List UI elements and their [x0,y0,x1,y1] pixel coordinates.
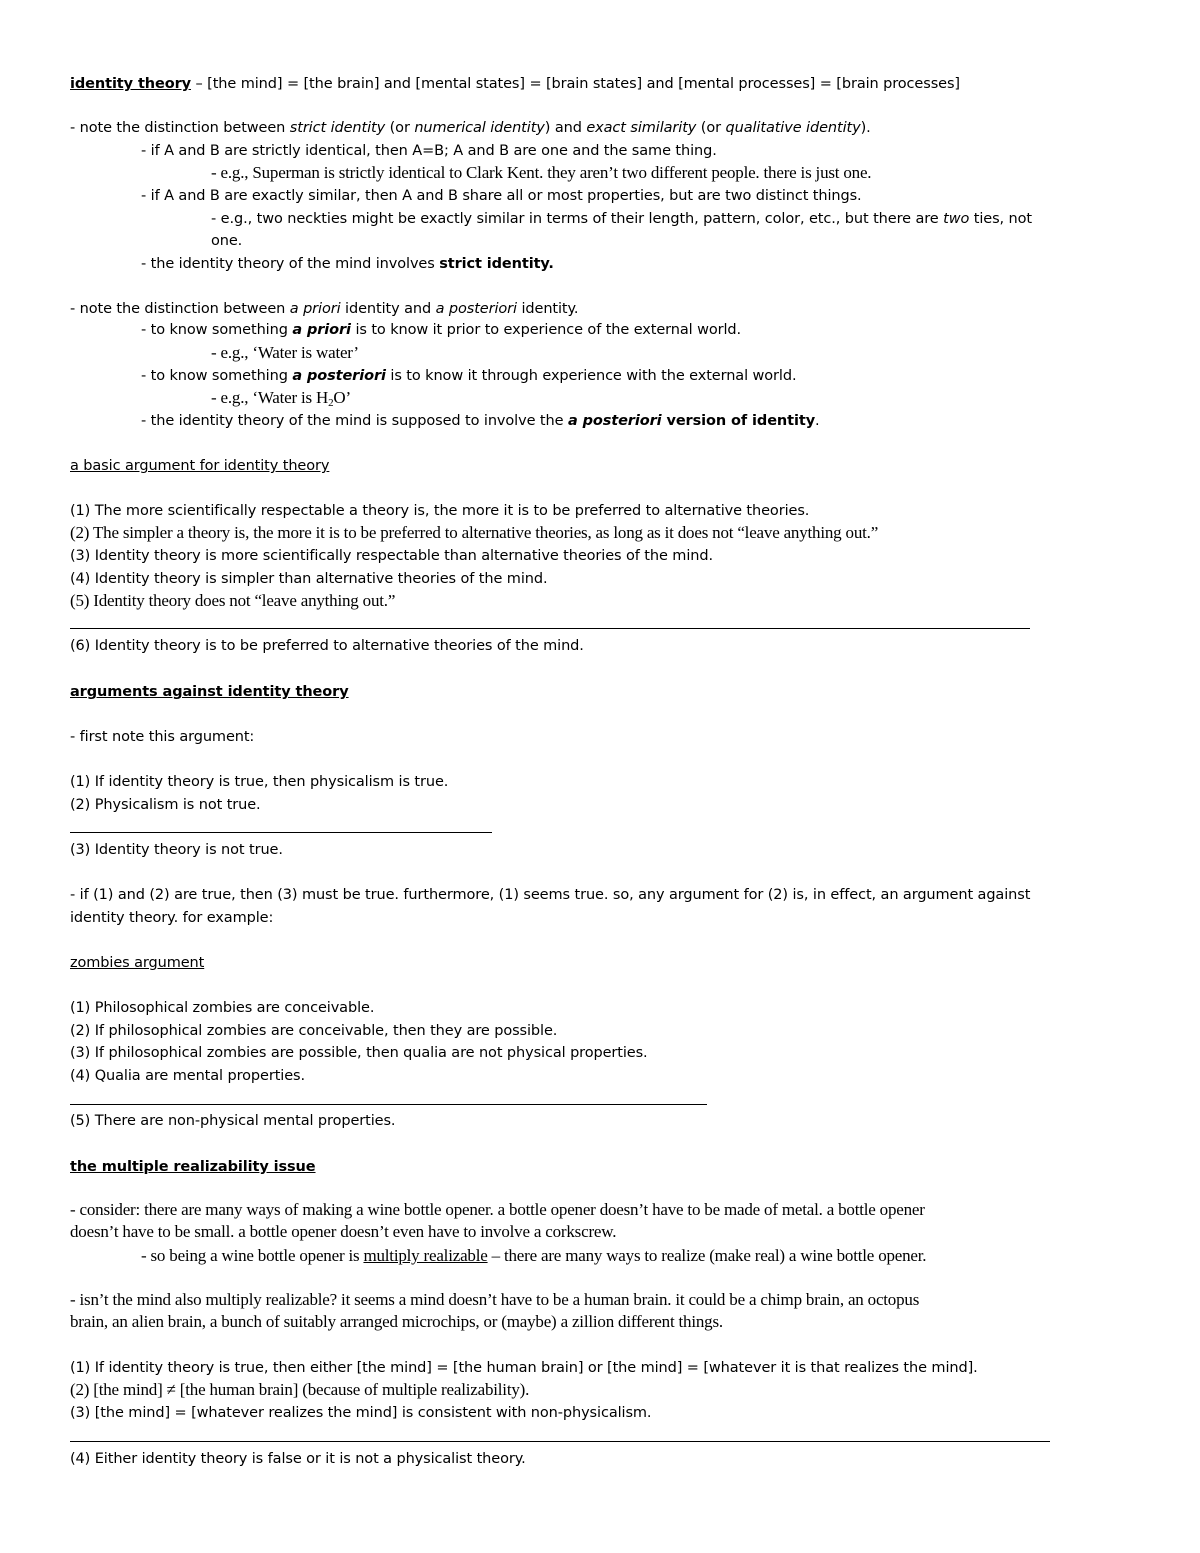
intro-line [70,74,960,94]
mind-realizable-line-1: - isn’t the mind also multiply realizable? it seems a mind doesn’t have to be a human brain. it could be a chimp brain, an octopus [70,1290,920,1309]
text-segment: - e.g., two neckties might be exactly similar in terms of their length, pattern, color, etc., but there are [211,211,944,227]
water-is-h2o-example [211,388,351,408]
text-segment: identity and [340,301,436,317]
conclusion-rule [70,628,1030,629]
zombies-premise-1: (1) Philosophical zombies are conceivable. [70,1000,375,1016]
zombies-heading: zombies argument [70,955,205,971]
consider-line-1: - consider: there are many ways of making a wine bottle opener. a bottle opener doesn’t have to be made of metal. a bottle opener [70,1200,925,1219]
strict-identity-conclusion [141,254,554,274]
against-intro: - first note this argument: [70,729,255,745]
conclusion-6: (6) Identity theory is to be preferred to alternative theories of the mind. [70,638,584,654]
term-a-priori-bold: a priori [292,322,351,338]
against-heading: arguments against identity theory [70,684,349,700]
conclusion-rule [70,1441,1050,1442]
text-segment: - e.g., ‘Water is H [211,388,329,407]
emphasis-two: two [943,211,970,227]
text-segment: O’ [333,388,351,407]
text-segment: is to know it prior to experience of the external world. [350,322,742,338]
text-segment: ties, not [969,211,1032,227]
term-numerical-identity: numerical identity [414,120,545,136]
multiple-premise-1: (1) If identity theory is true, then either [the mind] = [the human brain] or [the mind] = [whatever it is that realizes the mind]. [70,1360,978,1376]
term-multiply-realizable: multiply realizable [363,1246,488,1265]
text-segment: . [815,413,820,429]
identity-theory-term: identity theory [70,76,191,92]
text-segment: ) and [544,120,587,136]
term-exact-similarity: exact similarity [586,120,697,136]
aposteriori-conclusion [141,411,820,431]
identity-theory-definition: – [the mind] = [the brain] and [mental states] = [brain states] and [mental processes] = [brain processes] [191,76,960,92]
neckties-example-continued: one. [211,233,243,249]
multiple-premise-3: (3) [the mind] = [whatever realizes the mind] is consistent with non-physicalism. [70,1405,652,1421]
text-segment: (or [385,120,415,136]
premise-3: (3) Identity theory is more scientifically respectable than alternative theories of the mind. [70,548,713,564]
text-segment: - note the distinction between [70,120,290,136]
term-strict-identity-bold: strict identity. [439,256,554,272]
term-a-posteriori: a posteriori [435,301,517,317]
text-segment: - to know something [141,322,293,338]
premise-2: (2) The simpler a theory is, the more it is to be preferred to alternative theories, as long as it does not “leave anything out.” [70,523,879,542]
bottle-opener-conclusion [141,1246,926,1266]
water-is-water-example: - e.g., ‘Water is water’ [211,343,359,362]
conclusion-rule [70,1104,707,1105]
premise-5: (5) Identity theory does not “leave anything out.” [70,591,396,610]
zombies-conclusion-5: (5) There are non-physical mental properties. [70,1113,396,1129]
multiple-premise-2: (2) [the mind] ≠ [the human brain] (because of multiple realizability). [70,1380,530,1399]
apriori-definition [141,320,741,340]
multiple-realizability-heading: the multiple realizability issue [70,1159,316,1175]
text-segment: - the identity theory of the mind is supposed to involve the [141,413,568,429]
term-strict-identity: strict identity [289,120,386,136]
against-premise-2: (2) Physicalism is not true. [70,797,261,813]
premise-4: (4) Identity theory is simpler than alternative theories of the mind. [70,571,548,587]
aposteriori-definition [141,366,796,386]
text-segment: - note the distinction between [70,301,290,317]
conclusion-rule [70,832,492,833]
against-premise-1: (1) If identity theory is true, then physicalism is true. [70,774,449,790]
superman-example: - e.g., Superman is strictly identical to Clark Kent. they aren’t two different people. there is just one. [211,163,872,182]
text-segment: - to know something [141,368,293,384]
multiple-conclusion-4: (4) Either identity theory is false or it is not a physicalist theory. [70,1451,526,1467]
text-segment: ). [860,120,871,136]
basic-argument-heading: a basic argument for identity theory [70,458,330,474]
against-conclusion-3: (3) Identity theory is not true. [70,842,283,858]
neckties-example [211,209,1032,229]
exact-similarity-definition: - if A and B are exactly similar, then A and B share all or most properties, but are two distinct things. [141,188,862,204]
premise-1: (1) The more scientifically respectable a theory is, the more it is to be preferred to alternative theories. [70,503,810,519]
zombies-premise-2: (2) If philosophical zombies are conceivable, then they are possible. [70,1023,558,1039]
term-a-posteriori-emphasis: a posteriori [567,413,662,429]
text-segment: (or [696,120,726,136]
zombies-premise-4: (4) Qualia are mental properties. [70,1068,305,1084]
mind-realizable-line-2: brain, an alien brain, a bunch of suitably arranged microchips, or (maybe) a zillion different things. [70,1312,723,1331]
text-segment: - the identity theory of the mind involves [141,256,440,272]
term-a-posteriori-bold: a posteriori [292,368,386,384]
text-segment: – there are many ways to realize (make real) a wine bottle opener. [487,1246,927,1265]
term-a-priori: a priori [289,301,341,317]
consider-line-2: doesn’t have to be small. a bottle opener doesn’t even have to involve a corkscrew. [70,1222,617,1241]
zombies-premise-3: (3) If philosophical zombies are possible, then qualia are not physical properties. [70,1045,648,1061]
strict-identity-line [70,118,871,138]
subscript-two: 2 [328,397,334,409]
version-of-identity-bold: version of identity [661,413,816,429]
text-segment: identity. [516,301,579,317]
term-qualitative-identity: qualitative identity [725,120,861,136]
text-segment: - so being a wine bottle opener is [141,1246,364,1265]
text-segment: is to know it through experience with the external world. [385,368,797,384]
apriori-distinction-line [70,299,578,319]
against-note-line-1: - if (1) and (2) are true, then (3) must be true. furthermore, (1) seems true. so, any argument for (2) is, in effect, an argument against [70,887,1031,903]
against-note-line-2: identity theory. for example: [70,910,274,926]
strict-identity-definition: - if A and B are strictly identical, then A=B; A and B are one and the same thing. [141,143,717,159]
